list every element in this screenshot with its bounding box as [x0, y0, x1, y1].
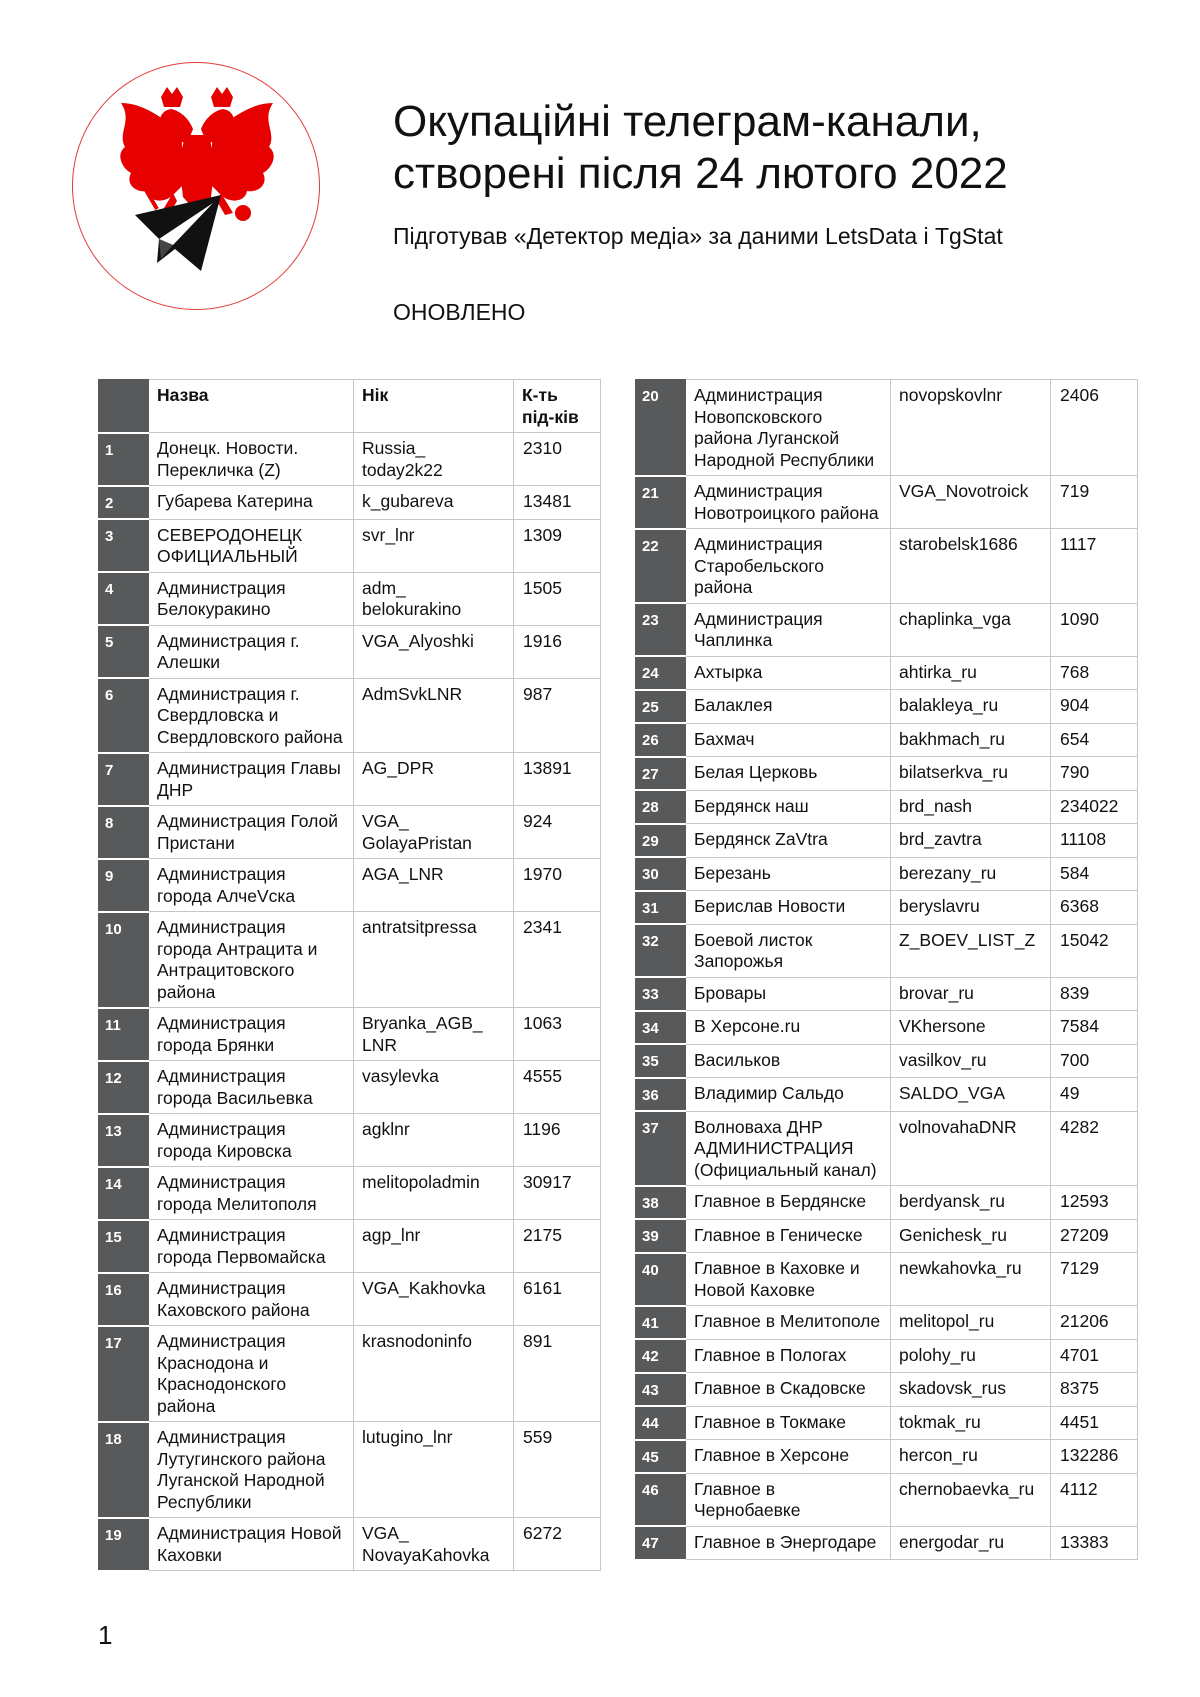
subscriber-count: 4555: [514, 1061, 601, 1114]
subscriber-count: 4282: [1051, 1111, 1138, 1186]
channels-table-right: [635, 379, 1138, 1561]
subscribers-column-header: К-ть під-ків: [514, 380, 601, 433]
channel-nick: melitopol_ru: [891, 1306, 1051, 1340]
subscriber-count: 6161: [514, 1273, 601, 1326]
channel-nick: brd_zavtra: [891, 824, 1051, 858]
channel-nick: Bryanka_AGB_ LNR: [354, 1008, 514, 1061]
subscriber-count: 584: [1051, 857, 1138, 891]
subscriber-count: 4112: [1051, 1473, 1138, 1526]
channel-nick: SALDO_VGA: [891, 1078, 1051, 1112]
subscriber-count: 1970: [514, 859, 601, 912]
channel-name: Администрация города Мелитополя: [149, 1167, 354, 1220]
table-row: [99, 1114, 601, 1167]
table-row: [99, 625, 601, 678]
channel-nick: balakleya_ru: [891, 690, 1051, 724]
table-row: [636, 1473, 1138, 1526]
table-row: [636, 476, 1138, 529]
row-number: 15: [99, 1220, 149, 1273]
channel-name: Администрация Краснодона и Краснодонского района: [149, 1326, 354, 1422]
table-row: [636, 757, 1138, 791]
channel-name: Главное в Пологах: [686, 1339, 891, 1373]
channel-name: Главное в Каховке и Новой Каховке: [686, 1253, 891, 1306]
channel-name: Ахтырка: [686, 656, 891, 690]
channel-name: СЕВЕРОДОНЕЦК ОФИЦИАЛЬНЫЙ: [149, 519, 354, 572]
channel-name: Администрация города АлчеVска: [149, 859, 354, 912]
subscriber-count: 1063: [514, 1008, 601, 1061]
subscriber-count: 49: [1051, 1078, 1138, 1112]
row-number: 17: [99, 1326, 149, 1422]
row-number: 10: [99, 912, 149, 1008]
channel-name: Администрация Новотроицкого района: [686, 476, 891, 529]
subscriber-count: 7129: [1051, 1253, 1138, 1306]
table-row: [99, 1220, 601, 1273]
channel-nick: VGA_ GolayaPristan: [354, 806, 514, 859]
row-number: 21: [636, 476, 686, 529]
channel-name: Берислав Новости: [686, 891, 891, 925]
channel-nick: k_gubareva: [354, 486, 514, 520]
subscriber-count: 30917: [514, 1167, 601, 1220]
channel-nick: lutugino_lnr: [354, 1422, 514, 1518]
channel-nick: adm_ belokurakino: [354, 572, 514, 625]
table-row: [636, 1078, 1138, 1112]
table-row: [99, 1061, 601, 1114]
subscriber-count: 1916: [514, 625, 601, 678]
table-row: [99, 806, 601, 859]
channel-name: Бахмач: [686, 723, 891, 757]
channel-nick: starobelsk1686: [891, 529, 1051, 604]
table-row: [99, 1326, 601, 1422]
row-number: 33: [636, 977, 686, 1011]
row-number: 9: [99, 859, 149, 912]
subscriber-count: 2310: [514, 433, 601, 486]
table-row: [99, 859, 601, 912]
channel-nick: krasnodoninfo: [354, 1326, 514, 1422]
channel-name: Главное в Херсоне: [686, 1440, 891, 1474]
channel-name: Бердянск наш: [686, 790, 891, 824]
table-row: [636, 1373, 1138, 1407]
table-row: [99, 1518, 601, 1571]
subscriber-count: 719: [1051, 476, 1138, 529]
channel-nick: bakhmach_ru: [891, 723, 1051, 757]
table-row: [636, 656, 1138, 690]
table-header-row: [99, 380, 601, 433]
row-number: 2: [99, 486, 149, 520]
page-number: 1: [98, 1620, 113, 1650]
subscriber-count: 2406: [1051, 380, 1138, 476]
page-subtitle: Підготував «Детектор медіа» за даними LetsData і TgStat: [393, 223, 1003, 249]
table-row: [636, 977, 1138, 1011]
table-row: [636, 924, 1138, 977]
channel-nick: VGA_ NovayaKahovka: [354, 1518, 514, 1571]
channel-nick: VGA_Novotroick: [891, 476, 1051, 529]
channel-nick: agklnr: [354, 1114, 514, 1167]
subscriber-count: 2175: [514, 1220, 601, 1273]
table-row: [99, 572, 601, 625]
channel-name: Бровары: [686, 977, 891, 1011]
table-row: [99, 678, 601, 753]
table-row: [99, 433, 601, 486]
channel-nick: VKhersone: [891, 1011, 1051, 1045]
row-number: 19: [99, 1518, 149, 1571]
subscriber-count: 924: [514, 806, 601, 859]
subscriber-count: 4701: [1051, 1339, 1138, 1373]
subscriber-count: 13891: [514, 753, 601, 806]
row-number: 31: [636, 891, 686, 925]
channel-nick: ahtirka_ru: [891, 656, 1051, 690]
table-row: [99, 486, 601, 520]
subscriber-count: 21206: [1051, 1306, 1138, 1340]
channel-nick: VGA_Kakhovka: [354, 1273, 514, 1326]
row-number: 16: [99, 1273, 149, 1326]
subscriber-count: 15042: [1051, 924, 1138, 977]
subscriber-count: 13383: [1051, 1526, 1138, 1560]
table-row: [99, 912, 601, 1008]
channel-nick: VGA_Alyoshki: [354, 625, 514, 678]
subscriber-count: 13481: [514, 486, 601, 520]
table-row: [636, 1253, 1138, 1306]
channel-name: Администрация Новой Каховки: [149, 1518, 354, 1571]
subscriber-count: 700: [1051, 1044, 1138, 1078]
channel-nick: volnovahaDNR: [891, 1111, 1051, 1186]
channel-nick: agp_lnr: [354, 1220, 514, 1273]
row-number: 44: [636, 1406, 686, 1440]
row-number: 43: [636, 1373, 686, 1407]
table-row: [636, 1306, 1138, 1340]
table-row: [636, 1339, 1138, 1373]
channel-name: Администрация Лутугинского района Луганской Народной Республики: [149, 1422, 354, 1518]
channel-nick: vasilkov_ru: [891, 1044, 1051, 1078]
subscriber-count: 2341: [514, 912, 601, 1008]
channel-nick: Z_BOEV_LIST_Z: [891, 924, 1051, 977]
channel-name: Главное в Бердянске: [686, 1186, 891, 1220]
row-number: 5: [99, 625, 149, 678]
channel-name: В Херсоне.ru: [686, 1011, 891, 1045]
row-number: 24: [636, 656, 686, 690]
table-row: [636, 1044, 1138, 1078]
table-row: [636, 1011, 1138, 1045]
channel-nick: chernobaevka_ru: [891, 1473, 1051, 1526]
table-row: [99, 1008, 601, 1061]
row-number: 12: [99, 1061, 149, 1114]
channel-name: Администрация города Брянки: [149, 1008, 354, 1061]
row-number: 41: [636, 1306, 686, 1340]
name-column-header: Назва: [149, 380, 354, 433]
table-row: [99, 1167, 601, 1220]
channel-name: Волноваха ДНР АДМИНИСТРАЦИЯ (Официальный канал): [686, 1111, 891, 1186]
channel-name: Администрация города Первомайска: [149, 1220, 354, 1273]
row-number: 27: [636, 757, 686, 791]
table-row: [636, 1219, 1138, 1253]
channel-name: Главное в Чернобаевке: [686, 1473, 891, 1526]
subscriber-count: 12593: [1051, 1186, 1138, 1220]
row-number: 40: [636, 1253, 686, 1306]
subscriber-count: 8375: [1051, 1373, 1138, 1407]
channel-nick: tokmak_ru: [891, 1406, 1051, 1440]
row-number: 8: [99, 806, 149, 859]
updated-label: ОНОВЛЕНО: [393, 299, 526, 325]
table-row: [636, 380, 1138, 476]
nick-column-header: Нік: [354, 380, 514, 433]
channel-nick: AG_DPR: [354, 753, 514, 806]
channel-name: Губарева Катерина: [149, 486, 354, 520]
channel-name: Главное в Энергодаре: [686, 1526, 891, 1560]
channel-nick: bilatserkva_ru: [891, 757, 1051, 791]
table-row: [636, 1186, 1138, 1220]
channel-nick: AdmSvkLNR: [354, 678, 514, 753]
subscriber-count: 6368: [1051, 891, 1138, 925]
row-number: 22: [636, 529, 686, 604]
row-number: 34: [636, 1011, 686, 1045]
channel-name: Администрация Белокуракино: [149, 572, 354, 625]
subscriber-count: 27209: [1051, 1219, 1138, 1253]
channel-name: Главное в Токмаке: [686, 1406, 891, 1440]
subscriber-count: 6272: [514, 1518, 601, 1571]
channel-name: Боевой листок Запорожья: [686, 924, 891, 977]
channel-nick: svr_lnr: [354, 519, 514, 572]
table-row: [636, 690, 1138, 724]
page-title: Окупаційні телеграм-канали, створені після 24 лютого 2022: [393, 97, 1008, 198]
channel-name: Главное в Мелитополе: [686, 1306, 891, 1340]
subscriber-count: 790: [1051, 757, 1138, 791]
channel-nick: berezany_ru: [891, 857, 1051, 891]
table-row: [99, 753, 601, 806]
channel-nick: berdyansk_ru: [891, 1186, 1051, 1220]
row-number: 37: [636, 1111, 686, 1186]
row-number: 42: [636, 1339, 686, 1373]
subscriber-count: 768: [1051, 656, 1138, 690]
subscriber-count: 1090: [1051, 603, 1138, 656]
channel-name: Администрация Каховского района: [149, 1273, 354, 1326]
table-row: [636, 891, 1138, 925]
row-number: 25: [636, 690, 686, 724]
row-number: 46: [636, 1473, 686, 1526]
channel-nick: brd_nash: [891, 790, 1051, 824]
channel-nick: Russia_ today2k22: [354, 433, 514, 486]
subscriber-count: 132286: [1051, 1440, 1138, 1474]
row-number: 4: [99, 572, 149, 625]
subscriber-count: 4451: [1051, 1406, 1138, 1440]
row-number: 1: [99, 433, 149, 486]
row-number: 14: [99, 1167, 149, 1220]
channel-nick: melitopoladmin: [354, 1167, 514, 1220]
channel-name: Главное в Геническе: [686, 1219, 891, 1253]
subscriber-count: 11108: [1051, 824, 1138, 858]
row-number: 6: [99, 678, 149, 753]
table-row: [99, 1273, 601, 1326]
channel-nick: hercon_ru: [891, 1440, 1051, 1474]
subscriber-count: 891: [514, 1326, 601, 1422]
subscriber-count: 559: [514, 1422, 601, 1518]
channels-table-left: [98, 379, 601, 1572]
row-number: 26: [636, 723, 686, 757]
table-row: [636, 723, 1138, 757]
table-row: [636, 857, 1138, 891]
channel-name: Донецк. Новости. Перекличка (Z): [149, 433, 354, 486]
table-row: [636, 1406, 1138, 1440]
channel-nick: Genichesk_ru: [891, 1219, 1051, 1253]
row-number: 30: [636, 857, 686, 891]
table-row: [636, 1111, 1138, 1186]
row-number: 32: [636, 924, 686, 977]
channel-nick: skadovsk_rus: [891, 1373, 1051, 1407]
channel-nick: antratsitpressa: [354, 912, 514, 1008]
row-number: 11: [99, 1008, 149, 1061]
channel-nick: chaplinka_vga: [891, 603, 1051, 656]
channel-name: Администрация г. Свердловска и Свердловского района: [149, 678, 354, 753]
channel-nick: novopskovlnr: [891, 380, 1051, 476]
channel-name: Администрация Чаплинка: [686, 603, 891, 656]
channel-name: Васильков: [686, 1044, 891, 1078]
channel-nick: energodar_ru: [891, 1526, 1051, 1560]
table-row: [636, 1440, 1138, 1474]
channel-nick: brovar_ru: [891, 977, 1051, 1011]
channel-name: Администрация Новопсковского района Луганской Народной Республики: [686, 380, 891, 476]
row-number: 36: [636, 1078, 686, 1112]
subscriber-count: 1309: [514, 519, 601, 572]
channel-name: Администрация г. Алешки: [149, 625, 354, 678]
number-column-header: [99, 380, 149, 433]
subscriber-count: 1196: [514, 1114, 601, 1167]
subscriber-count: 7584: [1051, 1011, 1138, 1045]
subscriber-count: 1505: [514, 572, 601, 625]
row-number: 20: [636, 380, 686, 476]
channel-nick: AGA_LNR: [354, 859, 514, 912]
table-row: [636, 824, 1138, 858]
row-number: 23: [636, 603, 686, 656]
channel-name: Администрация города Кировска: [149, 1114, 354, 1167]
row-number: 3: [99, 519, 149, 572]
subscriber-count: 654: [1051, 723, 1138, 757]
subscriber-count: 839: [1051, 977, 1138, 1011]
channel-name: Администрация города Васильевка: [149, 1061, 354, 1114]
channel-nick: vasylevka: [354, 1061, 514, 1114]
channel-name: Администрация города Антрацита и Антрацитовского района: [149, 912, 354, 1008]
channel-name: Администрация Голой Пристани: [149, 806, 354, 859]
table-row: [636, 603, 1138, 656]
channel-nick: newkahovka_ru: [891, 1253, 1051, 1306]
channel-nick: beryslavru: [891, 891, 1051, 925]
channel-name: Балаклея: [686, 690, 891, 724]
row-number: 13: [99, 1114, 149, 1167]
subscriber-count: 987: [514, 678, 601, 753]
table-row: [636, 790, 1138, 824]
channel-name: Администрация Старобельского района: [686, 529, 891, 604]
subscriber-count: 234022: [1051, 790, 1138, 824]
subscriber-count: 1117: [1051, 529, 1138, 604]
logo-eagle-telegram-icon: [72, 62, 320, 310]
channel-name: Бердянск ZaVtra: [686, 824, 891, 858]
row-number: 35: [636, 1044, 686, 1078]
row-number: 29: [636, 824, 686, 858]
row-number: 18: [99, 1422, 149, 1518]
row-number: 28: [636, 790, 686, 824]
row-number: 39: [636, 1219, 686, 1253]
table-row: [636, 1526, 1138, 1560]
channel-nick: polohy_ru: [891, 1339, 1051, 1373]
channel-name: Березань: [686, 857, 891, 891]
channel-name: Белая Церковь: [686, 757, 891, 791]
table-row: [636, 529, 1138, 604]
row-number: 45: [636, 1440, 686, 1474]
row-number: 38: [636, 1186, 686, 1220]
table-row: [99, 1422, 601, 1518]
subscriber-count: 904: [1051, 690, 1138, 724]
channel-name: Владимир Сальдо: [686, 1078, 891, 1112]
table-row: [99, 519, 601, 572]
row-number: 47: [636, 1526, 686, 1560]
channel-name: Администрация Главы ДНР: [149, 753, 354, 806]
channel-name: Главное в Скадовске: [686, 1373, 891, 1407]
row-number: 7: [99, 753, 149, 806]
